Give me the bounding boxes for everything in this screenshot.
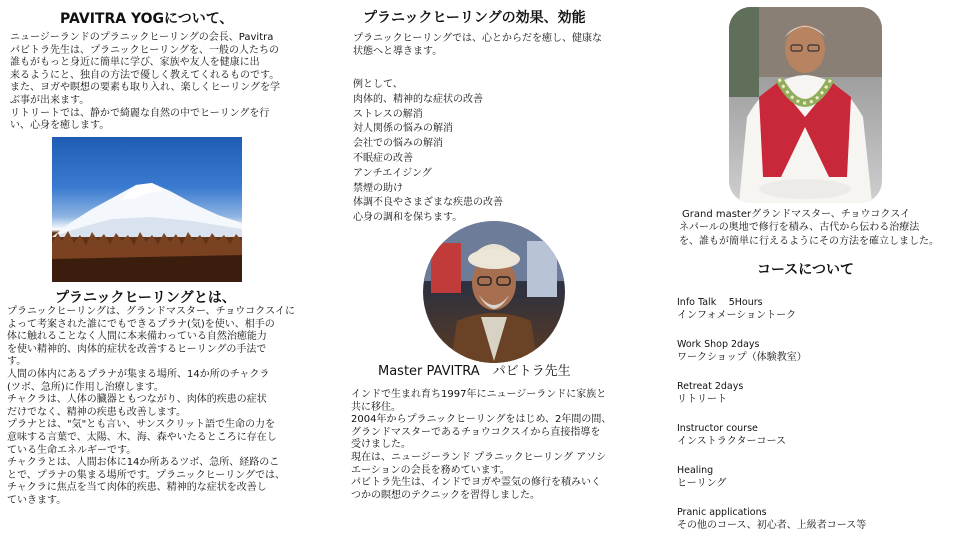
master-pavitra-title: Master PAVITRA パビトラ先生 — [378, 364, 571, 379]
course-desc: その他のコース、初心者、上級者コース等 — [677, 520, 867, 531]
intro-line: 状態へと導きます。 — [353, 45, 443, 57]
course-item — [677, 464, 957, 490]
bio-line: 現在は、ニュージーランド プラニックヒーリング アソシ — [351, 451, 607, 463]
course-desc: インフォメーショントーク — [677, 310, 797, 321]
body-line: チャクラとは、人間お体に14か所あるツボ、急所、経路のこ — [7, 457, 280, 469]
effect-item: 肉体的、精神的な症状の改善 — [353, 93, 483, 105]
intro-line: パビトラ先生は、プラニックヒーリングを、一般の人たちの — [10, 44, 279, 56]
mountain-photo — [52, 137, 242, 282]
pranic-healing-title: プラニックヒーリングとは、 — [55, 290, 236, 306]
intro-line: 来るようにと、独自の方法で優しく教えてくれるものです。 — [10, 69, 280, 81]
body-line: プラニックヒーリングは、グランドマスター、チョウコクスイに — [7, 306, 295, 317]
pranic-healing-body — [7, 306, 303, 508]
effects-list — [353, 78, 613, 226]
effect-item: 不眠症の改善 — [353, 152, 413, 164]
course-item — [677, 338, 957, 364]
course-item — [677, 422, 957, 448]
body-line: す。 — [7, 356, 27, 368]
intro-line: リトリートでは、静かで綺麗な自然の中でヒーリングを行 — [10, 107, 270, 119]
body-line: プラナとは、"気"とも言い、サンスクリット語で生命の力を — [7, 419, 275, 431]
intro-line: また、ヨガや瞑想の要素も取り入れ、楽しくヒーリングを学 — [10, 82, 280, 94]
intro-line: 誰もがもっと身近に簡単に学び、家族や友人を健康に出 — [10, 57, 260, 69]
bio-line: パビトラ先生は、インドでヨガや霊気の修行を積みいく — [351, 477, 601, 489]
body-line: を使い精神的、肉体的症状を改善するヒーリングの手法で — [7, 343, 267, 355]
course-name: Instructor course — [677, 423, 758, 434]
grand-master-photo — [729, 7, 882, 203]
course-item — [677, 296, 957, 322]
effect-item: 禁煙の助け — [353, 182, 403, 194]
bio-line: インドで生まれ育ち1997年にニュージーランドに家族と — [351, 389, 607, 400]
effect-item: アンチエイジング — [353, 167, 432, 179]
body-line: チャクラは、人体の臓器ともつながり、肉体的疾患の症状 — [7, 394, 267, 406]
grand-master-caption — [679, 208, 959, 248]
caption-line: Grand masterグランドマスター、チョウコクスイ — [682, 209, 911, 220]
effect-item: ストレスの解消 — [353, 108, 423, 120]
course-desc: リトリート — [677, 394, 727, 405]
course-name: Pranic applications — [677, 507, 767, 518]
body-line: 体に触れることなく人間に本来備わっている自然治癒能力 — [7, 331, 267, 343]
effects-intro — [353, 33, 633, 58]
effects-title: プラニックヒーリングの効果、効能 — [363, 10, 586, 26]
bio-line: 受けました。 — [351, 439, 411, 451]
course-list — [677, 296, 957, 532]
body-line: よって考案された誰にでもできるプラナ(気)を使い、相手の — [7, 318, 275, 330]
course-desc: ヒーリング — [677, 478, 727, 489]
pavitra-yog-intro — [10, 32, 302, 133]
effect-item: 会社での悩みの解消 — [353, 138, 443, 150]
body-line: チャクラに焦点を当て肉体的疾患、精神的な症状を改善し — [7, 482, 267, 494]
effects-lead: 例として、 — [353, 79, 403, 90]
body-line: (ツボ、急所)に作用し治療します。 — [7, 381, 165, 393]
course-desc: インストラクターコース — [677, 436, 786, 447]
courses-title: コースについて — [757, 262, 855, 278]
master-portrait-shape — [423, 221, 565, 363]
effect-item: 心身の調和を保ちます。 — [353, 212, 463, 224]
body-line: ていきます。 — [7, 494, 67, 506]
bio-line: つかの瞑想のテクニックを習得しました。 — [351, 489, 540, 501]
bio-line: エーションの会長を務めています。 — [351, 464, 510, 476]
course-desc: ワークショップ（体験教室） — [677, 352, 807, 363]
autumn-trees-shape — [52, 229, 242, 282]
bio-line: 共に移住。 — [351, 401, 401, 413]
course-name: Work Shop 2days — [677, 339, 760, 350]
pavitra-yog-title: PAVITRA YOGについて、 — [60, 11, 234, 27]
course-name: Retreat 2days — [677, 381, 744, 392]
body-line: とで、プラナの集まる場所です。プラニックヒーリングでは、 — [7, 469, 285, 481]
effect-item: 体調不良やさまざまな疾患の改善 — [353, 197, 503, 209]
course-item — [677, 506, 957, 532]
master-pavitra-bio — [351, 389, 641, 502]
course-item — [677, 380, 957, 406]
caption-line: ネパールの奥地で修行を積み、古代から伝わる治療法 — [679, 222, 920, 234]
body-line: 意味する言葉で、太陽、木、海、森やいたるところに存在し — [7, 431, 277, 443]
course-name: Info Talk 5Hours — [677, 297, 763, 308]
intro-line: い、心身を癒します。 — [10, 120, 110, 132]
intro-line: ニュージーランドのプラニックヒーリングの会長、Pavitra — [10, 32, 274, 43]
effect-item: 対人関係の悩みの解消 — [353, 123, 453, 135]
bio-line: 2004年からプラニックヒーリングをはじめ、2年間の間、 — [351, 414, 612, 426]
master-pavitra-photo — [423, 221, 565, 363]
grand-master-portrait-shape — [729, 7, 882, 203]
body-line: ている生命エネルギーです。 — [7, 444, 137, 456]
intro-line: ぶ事が出来ます。 — [10, 94, 90, 106]
caption-line: を、誰もが簡単に行えるようにその方法を確立しました。 — [679, 235, 939, 247]
body-line: だけでなく、精神の疾患も改善します。 — [7, 406, 186, 418]
intro-line: プラニックヒーリングでは、心とからだを癒し、健康な — [353, 33, 602, 44]
body-line: 人間の体内にあるプラナが集まる場所、14か所のチャクラ — [7, 368, 270, 380]
course-name: Healing — [677, 465, 714, 476]
bio-line: グランドマスターであるチョウコクスイから直接指導を — [351, 426, 601, 438]
